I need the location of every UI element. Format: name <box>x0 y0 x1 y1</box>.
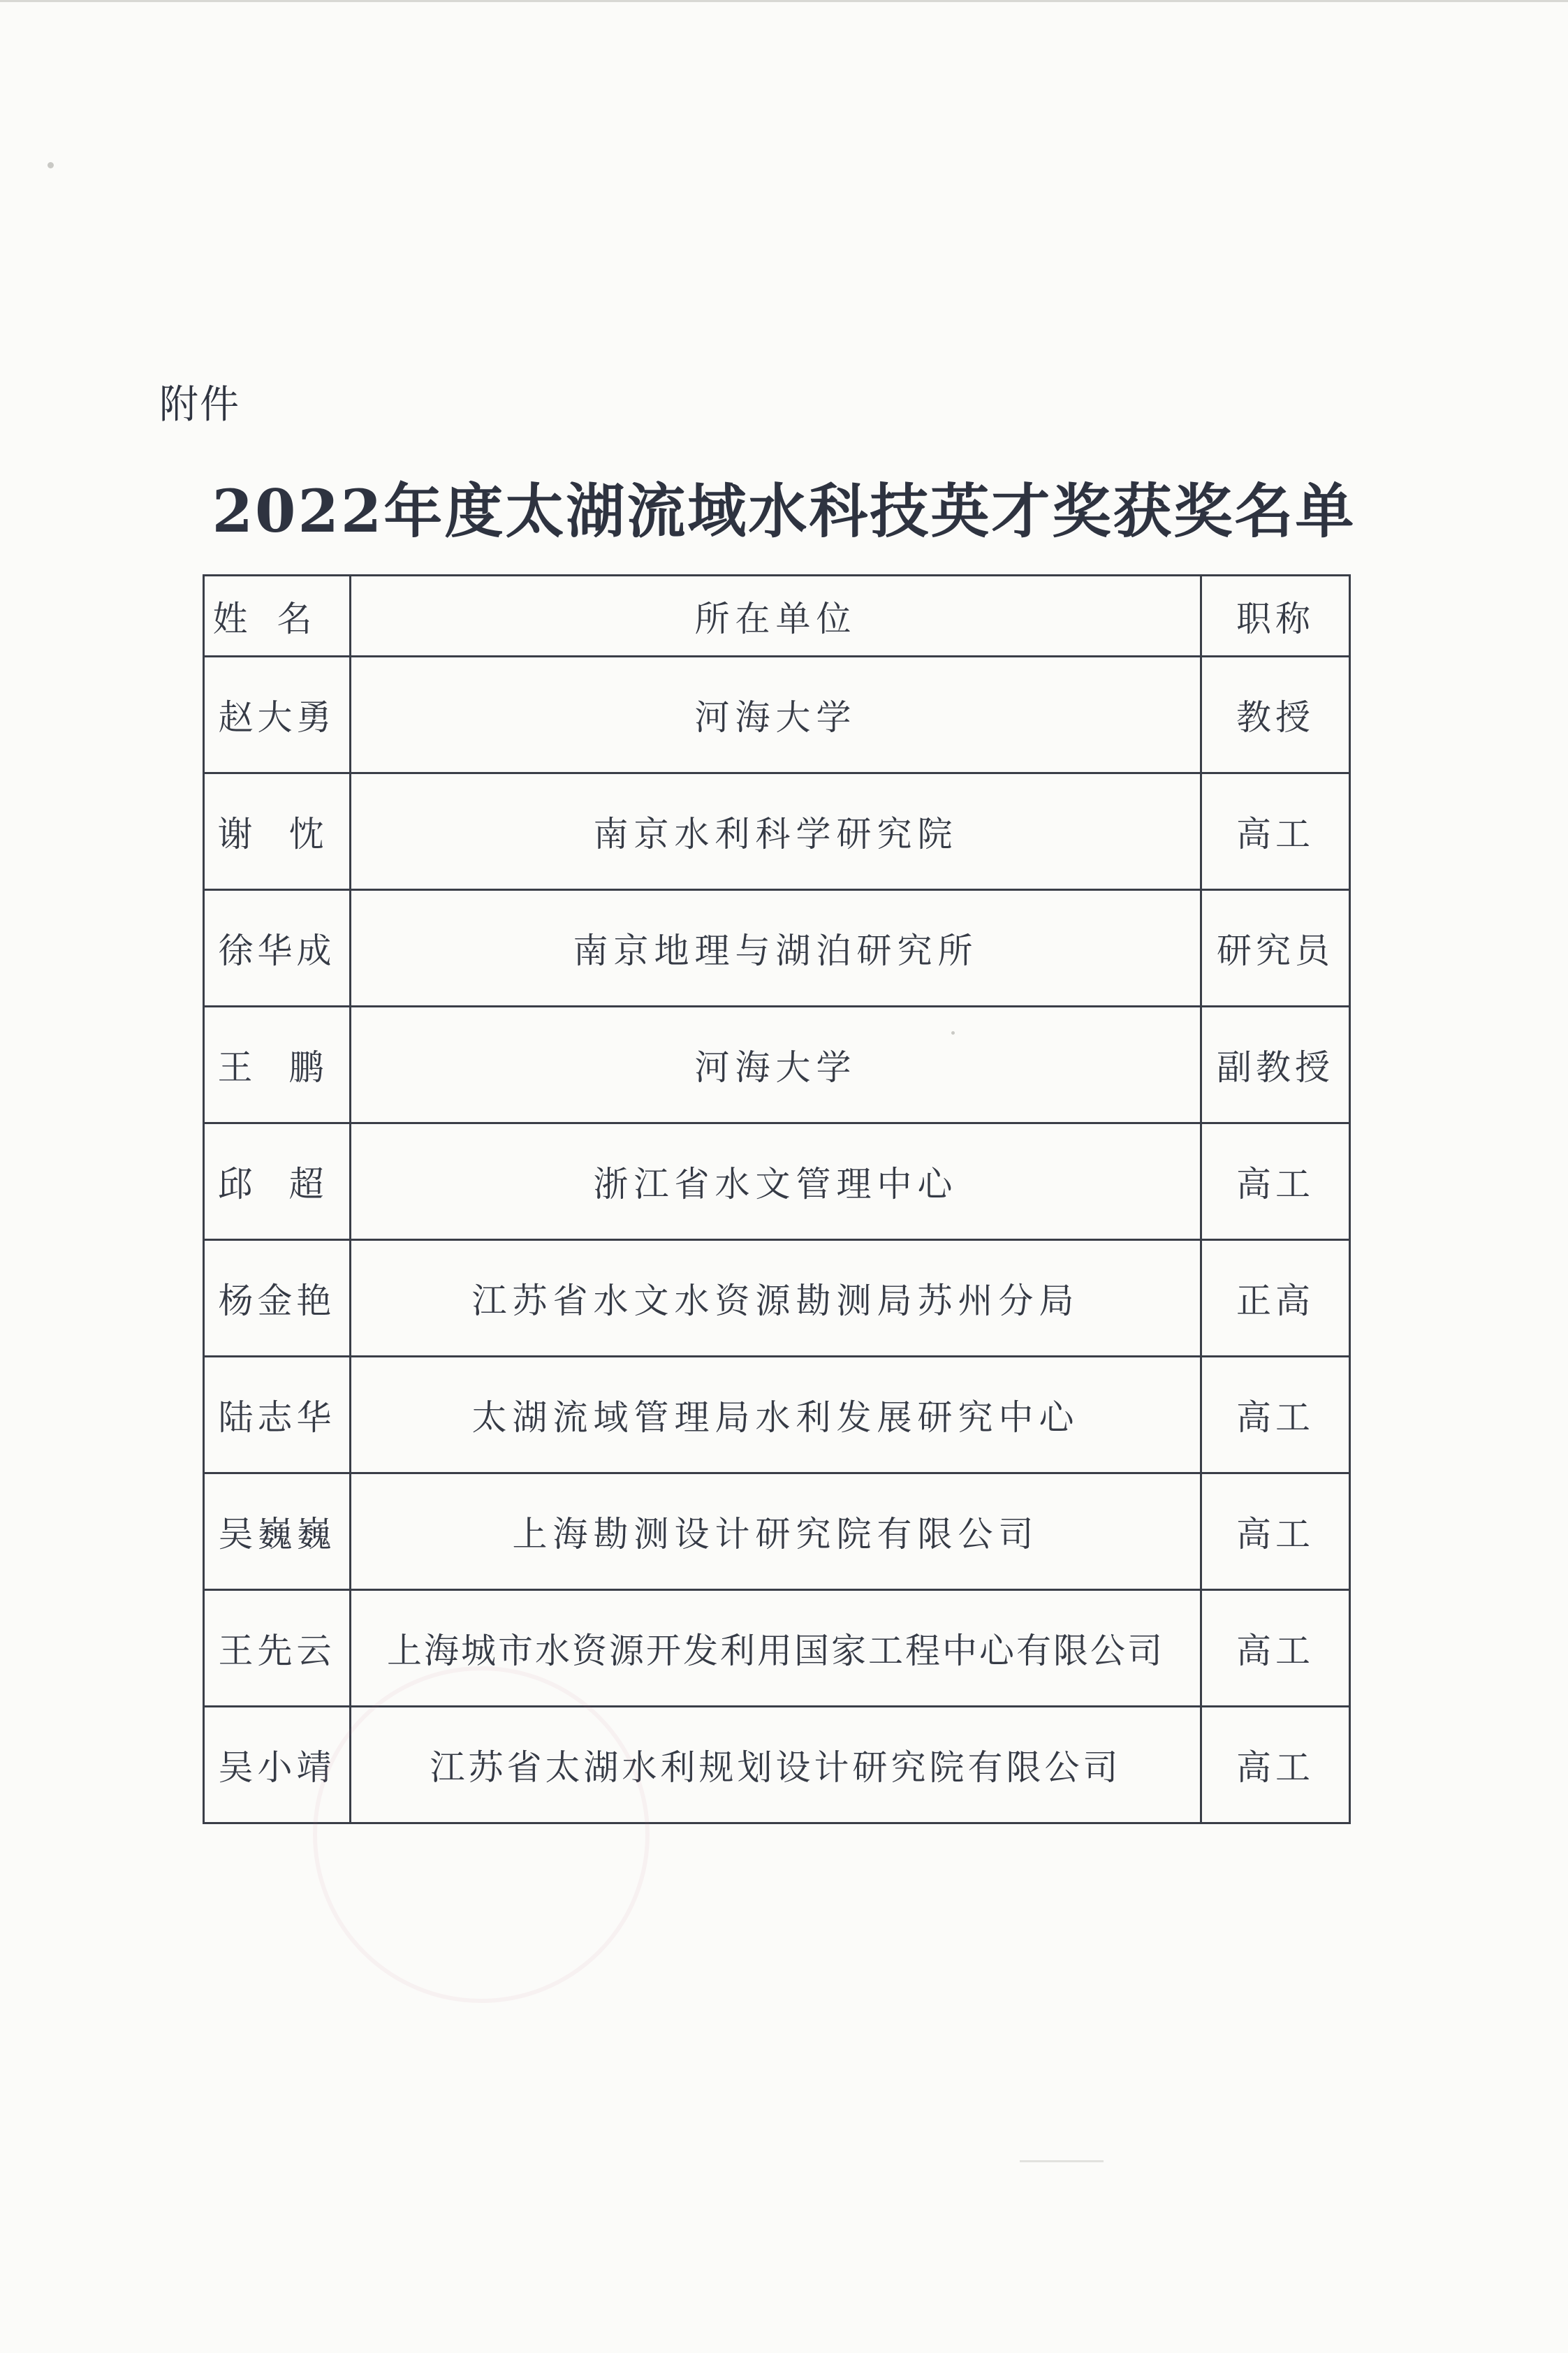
header-organization: 所在单位 <box>351 576 1201 657</box>
cell-organization: 江苏省水文水资源勘测局苏州分局 <box>351 1240 1201 1357</box>
cell-name: 邱 超 <box>204 1123 351 1240</box>
table-header-row <box>204 576 1350 657</box>
cell-name: 赵大勇 <box>204 657 351 773</box>
cell-organization: 南京水利科学研究院 <box>351 773 1201 890</box>
cell-title: 高工 <box>1201 1123 1350 1240</box>
table-row <box>204 1007 1350 1123</box>
cell-name: 谢 忱 <box>204 773 351 890</box>
header-name: 姓名 <box>204 576 351 657</box>
cell-name: 吴小靖 <box>204 1707 351 1823</box>
scan-speck <box>951 1031 955 1035</box>
cell-organization: 上海勘测设计研究院有限公司 <box>351 1473 1201 1590</box>
cell-title: 副教授 <box>1201 1007 1350 1123</box>
table-row <box>204 657 1350 773</box>
page-top-edge <box>0 0 1568 2</box>
faint-seal-stamp <box>313 1666 650 2003</box>
attachment-label: 附件 <box>159 382 240 428</box>
cell-organization: 南京地理与湖泊研究所 <box>351 890 1201 1007</box>
table-row <box>204 1590 1350 1707</box>
cell-title: 高工 <box>1201 1357 1350 1473</box>
cell-title: 高工 <box>1201 773 1350 890</box>
cell-name: 徐华成 <box>204 890 351 1007</box>
document-title: 2022年度太湖流域水科技英才奖获奖名单 <box>212 476 1356 546</box>
table-row <box>204 1123 1350 1240</box>
cell-organization: 江苏省太湖水利规划设计研究院有限公司 <box>351 1707 1201 1823</box>
cell-organization: 浙江省水文管理中心 <box>351 1123 1201 1240</box>
table-row <box>204 1240 1350 1357</box>
cell-organization: 太湖流域管理局水利发展研究中心 <box>351 1357 1201 1473</box>
cell-title: 高工 <box>1201 1707 1350 1823</box>
cell-name: 陆志华 <box>204 1357 351 1473</box>
scan-speck <box>47 162 54 168</box>
cell-title: 研究员 <box>1201 890 1350 1007</box>
cell-name: 吴巍巍 <box>204 1473 351 1590</box>
cell-title: 高工 <box>1201 1473 1350 1590</box>
award-winners-table <box>203 574 1351 1824</box>
cell-title: 高工 <box>1201 1590 1350 1707</box>
cell-organization: 上海城市水资源开发利用国家工程中心有限公司 <box>351 1590 1201 1707</box>
cell-title: 正高 <box>1201 1240 1350 1357</box>
table-row <box>204 890 1350 1007</box>
header-title: 职称 <box>1201 576 1350 657</box>
cell-name: 王先云 <box>204 1590 351 1707</box>
scan-mark <box>1020 2160 1104 2162</box>
cell-name: 王 鹏 <box>204 1007 351 1123</box>
cell-title: 教授 <box>1201 657 1350 773</box>
cell-name: 杨金艳 <box>204 1240 351 1357</box>
cell-organization: 河海大学 <box>351 1007 1201 1123</box>
table-row <box>204 1357 1350 1473</box>
table-row <box>204 773 1350 890</box>
cell-organization: 河海大学 <box>351 657 1201 773</box>
table-row <box>204 1473 1350 1590</box>
